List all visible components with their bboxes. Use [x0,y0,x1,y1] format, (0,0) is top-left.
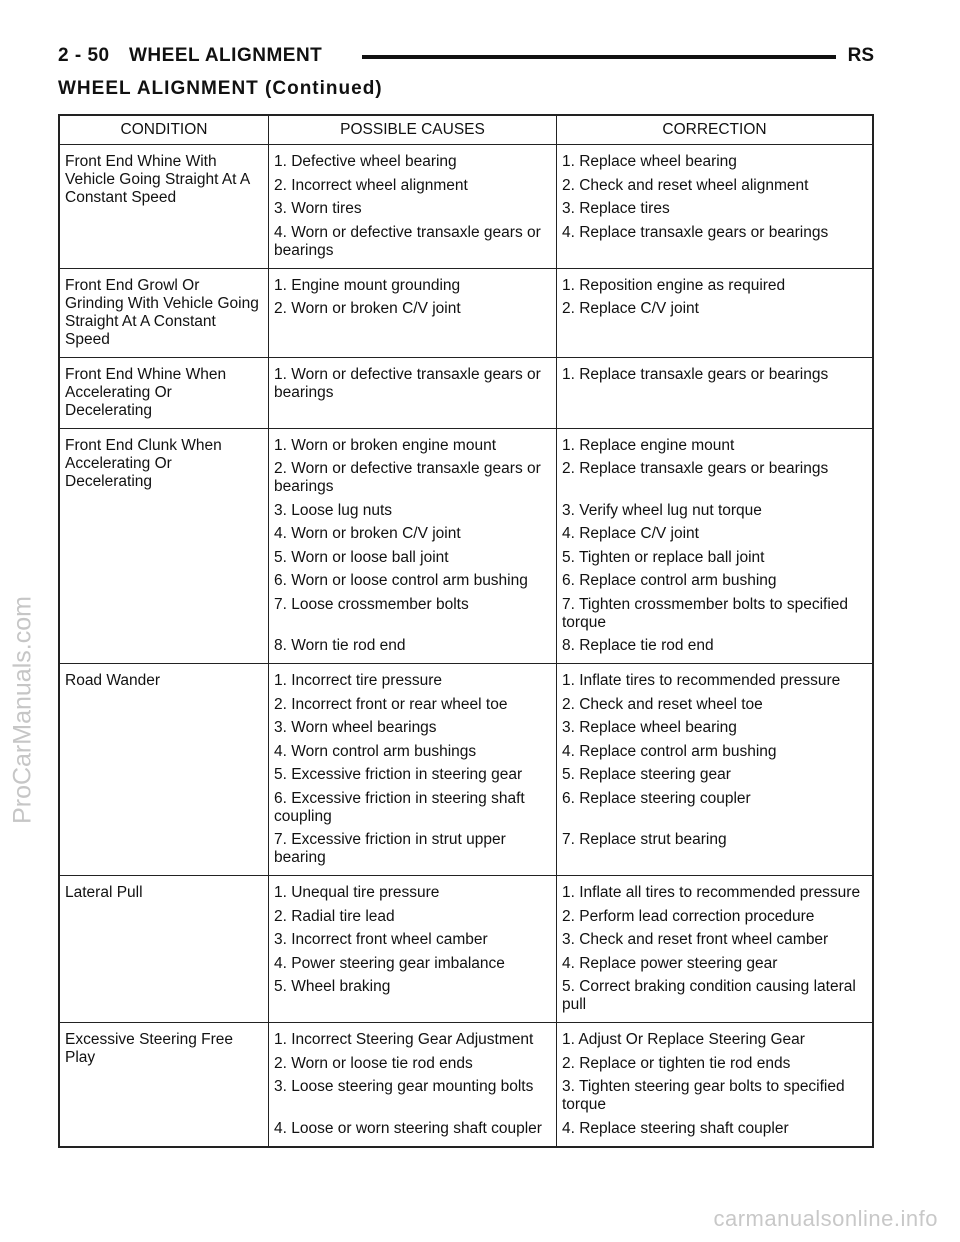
table-row [59,876,873,1023]
cause-item: 5. Worn or loose ball joint [274,548,449,566]
correction-item: 4. Replace C/V joint [562,525,699,542]
section-title: WHEEL ALIGNMENT [129,45,323,66]
corrections-cell [557,664,874,876]
correction-item: 3. Check and reset front wheel camber [562,931,829,948]
causes-cell [269,1023,557,1147]
table-row [59,428,873,664]
condition-cell: Excessive Steering Free Play [59,1023,269,1147]
cause-item: 2. Incorrect wheel alignment [274,176,468,194]
cause-item: 4. Worn or broken C/V joint [274,525,461,542]
corrections-cell [557,357,874,428]
cause-item: 1. Incorrect tire pressure [274,672,442,689]
correction-item: 1. Reposition engine as required [562,276,786,294]
correction-item: 2. Check and reset wheel alignment [562,176,809,194]
cause-item: 5. Excessive friction in steering gear [274,766,523,783]
correction-item: 2. Replace transaxle gears or bearings [562,460,829,477]
cause-item: 3. Loose lug nuts [274,501,393,519]
page-subtitle: WHEEL ALIGNMENT (Continued) [58,78,383,99]
cause-item: 1. Incorrect Steering Gear Adjustment [274,1031,534,1048]
side-watermark [0,560,46,860]
correction-item: 5. Correct braking condition causing lateral pull [562,978,856,1013]
causes-cell [269,664,557,876]
cause-item: 7. Excessive friction in strut upper bearing [274,831,506,866]
condition-cell: Lateral Pull [59,876,269,1023]
correction-item: 8. Replace tie rod end [562,637,714,654]
correction-item: 6. Replace control arm bushing [562,572,777,589]
column-header-condition: CONDITION [59,115,269,145]
page-number: 2 - 50 [58,45,110,66]
causes-cell [269,145,557,269]
cause-item: 4. Worn control arm bushings [274,742,477,760]
correction-item: 1. Inflate tires to recommended pressure [562,672,841,689]
causes-cell [269,357,557,428]
cause-item: 2. Worn or defective transaxle gears or bearings [274,460,541,495]
corrections-cell [557,876,874,1023]
table-header-row [59,115,873,145]
condition-cell: Front End Clunk When Accelerating Or Decelerating [59,428,269,664]
cause-item: 2. Radial tire lead [274,907,395,925]
cause-item: 7. Loose crossmember bolts [274,595,469,613]
correction-item: 1. Adjust Or Replace Steering Gear [562,1031,805,1048]
cause-item: 2. Worn or loose tie rod ends [274,1054,473,1072]
cause-item: 1. Worn or broken engine mount [274,436,497,454]
header-rule [362,55,836,59]
corrections-cell [557,268,874,357]
cause-item: 1. Unequal tire pressure [274,884,440,901]
correction-item: 2. Replace or tighten tie rod ends [562,1054,791,1072]
table-row [59,145,873,269]
correction-item: 7. Replace strut bearing [562,831,727,848]
correction-item: 2. Perform lead correction procedure [562,907,815,925]
cause-item: 3. Worn tires [274,200,362,217]
table-row [59,1023,873,1147]
correction-item: 2. Check and reset wheel toe [562,695,763,713]
correction-item: 1. Replace wheel bearing [562,153,737,170]
correction-item: 1. Replace transaxle gears or bearings [562,365,829,383]
corrections-cell [557,428,874,664]
condition-cell: Front End Growl Or Grinding With Vehicle Going Straight At A Constant Speed [59,268,269,357]
correction-item: 1. Inflate all tires to recommended pressure [562,884,861,901]
cause-item: 4. Power steering gear imbalance [274,954,505,972]
cause-item: 2. Worn or broken C/V joint [274,300,461,317]
cause-item: 4. Loose or worn steering shaft coupler [274,1119,542,1137]
correction-item: 5. Replace steering gear [562,766,731,783]
column-header-causes: POSSIBLE CAUSES [269,115,557,145]
cause-item: 3. Loose steering gear mounting bolts [274,1078,534,1095]
table-row [59,268,873,357]
correction-item: 4. Replace transaxle gears or bearings [562,223,829,241]
correction-item: 4. Replace power steering gear [562,954,778,972]
causes-cell [269,268,557,357]
correction-item: 5. Tighten or replace ball joint [562,548,765,566]
correction-item: 3. Verify wheel lug nut torque [562,501,762,519]
table-row [59,664,873,876]
corrections-cell [557,145,874,269]
correction-item: 6. Replace steering coupler [562,789,751,807]
model-code: RS [847,45,874,66]
table-row [59,357,873,428]
cause-item: 1. Worn or defective transaxle gears or bearings [274,365,541,401]
correction-item: 3. Tighten steering gear bolts to specified torque [562,1078,845,1113]
column-header-correction: CORRECTION [557,115,874,145]
cause-item: 6. Worn or loose control arm bushing [274,572,528,589]
corrections-cell [557,1023,874,1147]
diagnosis-table [58,114,874,1148]
table-body [59,145,873,1147]
cause-item: 1. Defective wheel bearing [274,153,457,170]
cause-item: 3. Incorrect front wheel camber [274,931,488,948]
footer-watermark: carmanualsonline.info [713,1206,938,1231]
correction-item: 4. Replace control arm bushing [562,742,777,760]
causes-cell [269,876,557,1023]
correction-item: 3. Replace tires [562,200,670,217]
causes-cell [269,428,557,664]
correction-item: 4. Replace steering shaft coupler [562,1119,789,1137]
cause-item: 4. Worn or defective transaxle gears or bearings [274,223,541,259]
cause-item: 5. Wheel braking [274,978,391,995]
page-header [58,45,874,73]
cause-item: 6. Excessive friction in steering shaft coupling [274,789,525,825]
correction-item: 3. Replace wheel bearing [562,719,737,736]
correction-item: 2. Replace C/V joint [562,300,699,317]
correction-item: 1. Replace engine mount [562,436,735,454]
condition-cell: Front End Whine With Vehicle Going Straight At A Constant Speed [59,145,269,269]
side-watermark-text: ProCarManuals.com [8,596,37,824]
correction-item: 7. Tighten crossmember bolts to specified torque [562,595,849,631]
cause-item: 8. Worn tie rod end [274,637,406,654]
cause-item: 2. Incorrect front or rear wheel toe [274,695,508,713]
condition-cell: Front End Whine When Accelerating Or Decelerating [59,357,269,428]
cause-item: 1. Engine mount grounding [274,276,461,294]
cause-item: 3. Worn wheel bearings [274,719,437,736]
condition-cell: Road Wander [59,664,269,876]
